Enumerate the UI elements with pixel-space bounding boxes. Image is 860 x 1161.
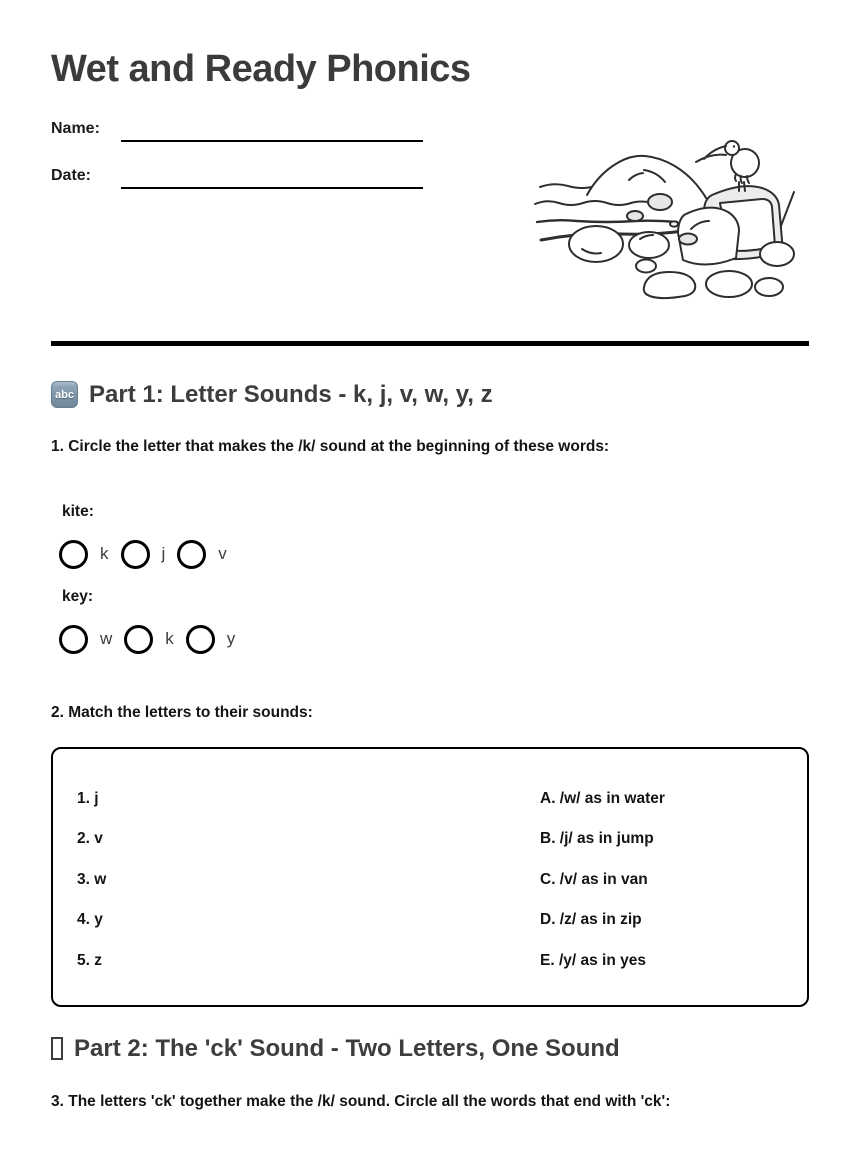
- word-kite-label: kite:: [62, 502, 94, 520]
- key-option-circle-2[interactable]: [124, 625, 153, 654]
- question-1: 1. Circle the letter that makes the /k/ sound at the beginning of these words:: [51, 437, 610, 455]
- key-option-letter-1: w: [100, 628, 113, 648]
- section-divider: [51, 341, 809, 346]
- match-row-1: [77, 790, 783, 808]
- name-input-line[interactable]: [121, 118, 423, 142]
- match-row-2: [77, 830, 783, 848]
- match-left-2[interactable]: 2. v: [77, 830, 103, 847]
- kite-option-circle-1[interactable]: [59, 540, 88, 569]
- date-label: Date:: [51, 167, 92, 184]
- part2-heading: [51, 1035, 809, 1063]
- matching-exercise-box: [51, 747, 809, 1007]
- kite-option-letter-3: v: [218, 543, 227, 563]
- part2-heading-text: Part 2: The 'ck' Sound - Two Letters, One Sound: [74, 1034, 620, 1062]
- key-options-row: [59, 625, 809, 655]
- match-right-4[interactable]: D. /z/ as in zip: [540, 911, 642, 928]
- match-row-4: [77, 911, 783, 929]
- name-field-row: [51, 118, 423, 142]
- name-label: Name:: [51, 120, 100, 137]
- word-key-label: key:: [62, 587, 94, 605]
- page-title: Wet and Ready Phonics: [51, 48, 471, 90]
- kite-option-letter-2: j: [161, 543, 166, 563]
- match-right-1[interactable]: A. /w/ as in water: [540, 789, 665, 807]
- kite-option-letter-1: k: [100, 543, 109, 563]
- match-left-5[interactable]: 5. z: [77, 951, 102, 969]
- match-left-3[interactable]: 3. w: [77, 870, 107, 888]
- key-option-letter-3: y: [226, 628, 236, 648]
- match-right-3[interactable]: C. /v/ as in van: [540, 870, 648, 888]
- date-field-row: [51, 165, 423, 189]
- kite-options-row: [59, 540, 809, 570]
- match-row-3: [77, 871, 783, 889]
- match-left-1[interactable]: 1. j: [77, 789, 99, 807]
- match-right-5[interactable]: E. /y/ as in yes: [540, 951, 646, 969]
- kiwi-on-rocks-illustration: [532, 135, 804, 305]
- part1-heading-text: Part 1: Letter Sounds - k, j, v, w, y, z: [89, 380, 493, 408]
- key-option-circle-3[interactable]: [186, 625, 215, 654]
- match-row-5: [77, 952, 783, 970]
- match-left-4[interactable]: 4. y: [77, 911, 103, 928]
- kite-option-circle-2[interactable]: [121, 540, 150, 569]
- abc-letters-icon: abc: [51, 381, 78, 408]
- key-option-circle-1[interactable]: [59, 625, 88, 654]
- question-3: 3. The letters 'ck' together make the /k/ sound. Circle all the words that end with 'ck':: [51, 1092, 671, 1110]
- kite-option-circle-3[interactable]: [177, 540, 206, 569]
- date-input-line[interactable]: [121, 165, 423, 189]
- question-2: 2. Match the letters to their sounds:: [51, 703, 313, 721]
- part1-heading: [51, 381, 809, 409]
- missing-glyph-icon: [51, 1037, 63, 1060]
- match-right-2[interactable]: B. /j/ as in jump: [540, 830, 654, 847]
- key-option-letter-2: k: [165, 628, 174, 648]
